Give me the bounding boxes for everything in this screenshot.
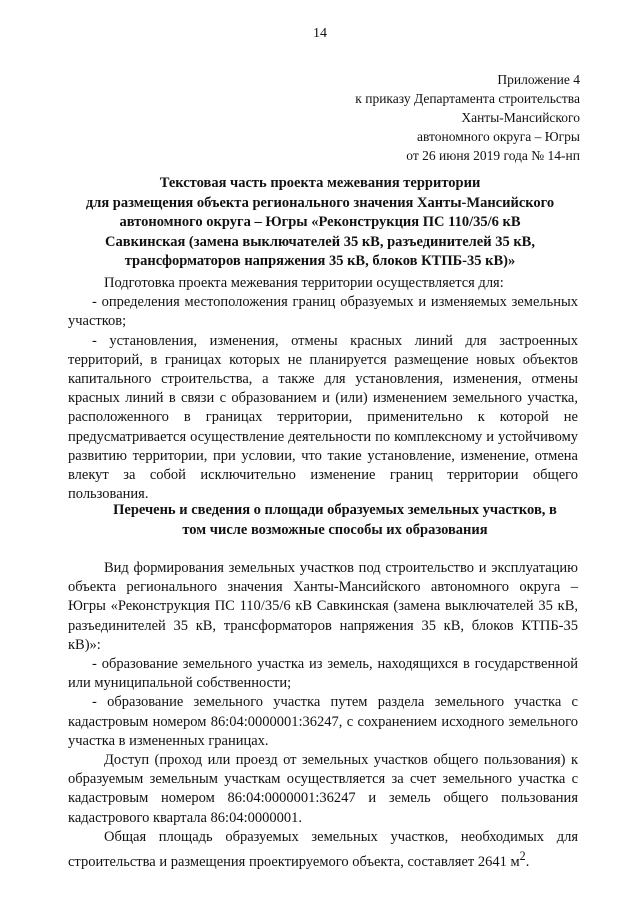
title-line: трансформаторов напряжения 35 кВ, блоков КТПБ-35 кВ)» xyxy=(124,253,516,269)
plots-item: - образование земельного участка из земель, находящихся в государственной или муниципальной собственности; xyxy=(68,656,578,692)
plots-item: - образование земельного участка путем раздела земельного участка с кадастровым номером 86:04:0000001:36247, с сохранением исходного земельного участка в измененных границах. xyxy=(68,694,578,749)
title-line: автономного округа – Югры «Реконструкция ПС 110/35/6 кВ xyxy=(119,214,521,230)
area-exponent: 2 xyxy=(519,849,526,864)
document-title xyxy=(60,174,580,272)
purpose-item: - установления, изменения, отмены красных линий для застроенных территорий, в границах которых не планируется размещение новых объектов капитального строительства, а также для установления, изменения, отмены красных линий в связи с образованием и (или) изменением земельного участка, расположенного в границах территории, применительно к которой не предусматривается осуществление деятельности по комплексному и устойчивому развитию территории, при условии, что такие установление, изменение, отмена влекут за собой исключительно изменение границ территории общего пользования. xyxy=(68,332,578,503)
area-text: Общая площадь образуемых земельных участков, необходимых для строительства и размещения проектируемого объекта, составляет 2641 м xyxy=(68,828,578,870)
plots-paragraph: Вид формирования земельных участков под строительство и эксплуатацию объекта регионального значения Ханты-Мансийского автономного округа – Югры «Реконструкция ПС 110/35/6 кВ Савкинская (замена выключателей 35 кВ, разъединителей 35 кВ, трансформаторов напряжения 35 кВ, блоков КТПБ-35 кВ)»: xyxy=(68,560,578,653)
appendix-line: Ханты-Мансийского xyxy=(461,110,580,125)
title-line: Савкинская (замена выключателей 35 кВ, разъединителей 35 кВ, xyxy=(105,233,535,250)
section-plots xyxy=(68,559,578,872)
appendix-block xyxy=(355,70,580,165)
appendix-line: к приказу Департамента строительства xyxy=(355,91,580,106)
purpose-intro: Подготовка проекта межевания территории осуществляется для: xyxy=(104,275,504,291)
section-heading xyxy=(90,501,580,540)
appendix-line: от 26 июня 2019 года № 14-нп xyxy=(406,148,580,163)
appendix-line: автономного округа – Югры xyxy=(417,129,580,144)
heading-line: том числе возможные способы их образования xyxy=(182,521,488,538)
section-purpose xyxy=(68,274,578,504)
area-paragraph xyxy=(68,828,578,872)
appendix-line: Приложение 4 xyxy=(497,72,580,87)
area-period: . xyxy=(525,853,530,870)
title-line: Текстовая часть проекта межевания территории xyxy=(159,175,481,191)
access-paragraph: Доступ (проход или проезд от земельных участков общего пользования) к образуемым земельным участкам осуществляется за счет земельного участка с кадастровым номером 86:04:0000001:36247 и земель общего пользования кадастрового квартала 86:04:0000001. xyxy=(68,752,578,826)
purpose-item: - определения местоположения границ образуемых и изменяемых земельных участков; xyxy=(68,294,578,330)
title-line: для размещения объекта регионального значения Ханты-Мансийского xyxy=(85,194,555,211)
page-number: 14 xyxy=(313,26,327,41)
heading-line: Перечень и сведения о площади образуемых земельных участков, в xyxy=(113,502,557,518)
